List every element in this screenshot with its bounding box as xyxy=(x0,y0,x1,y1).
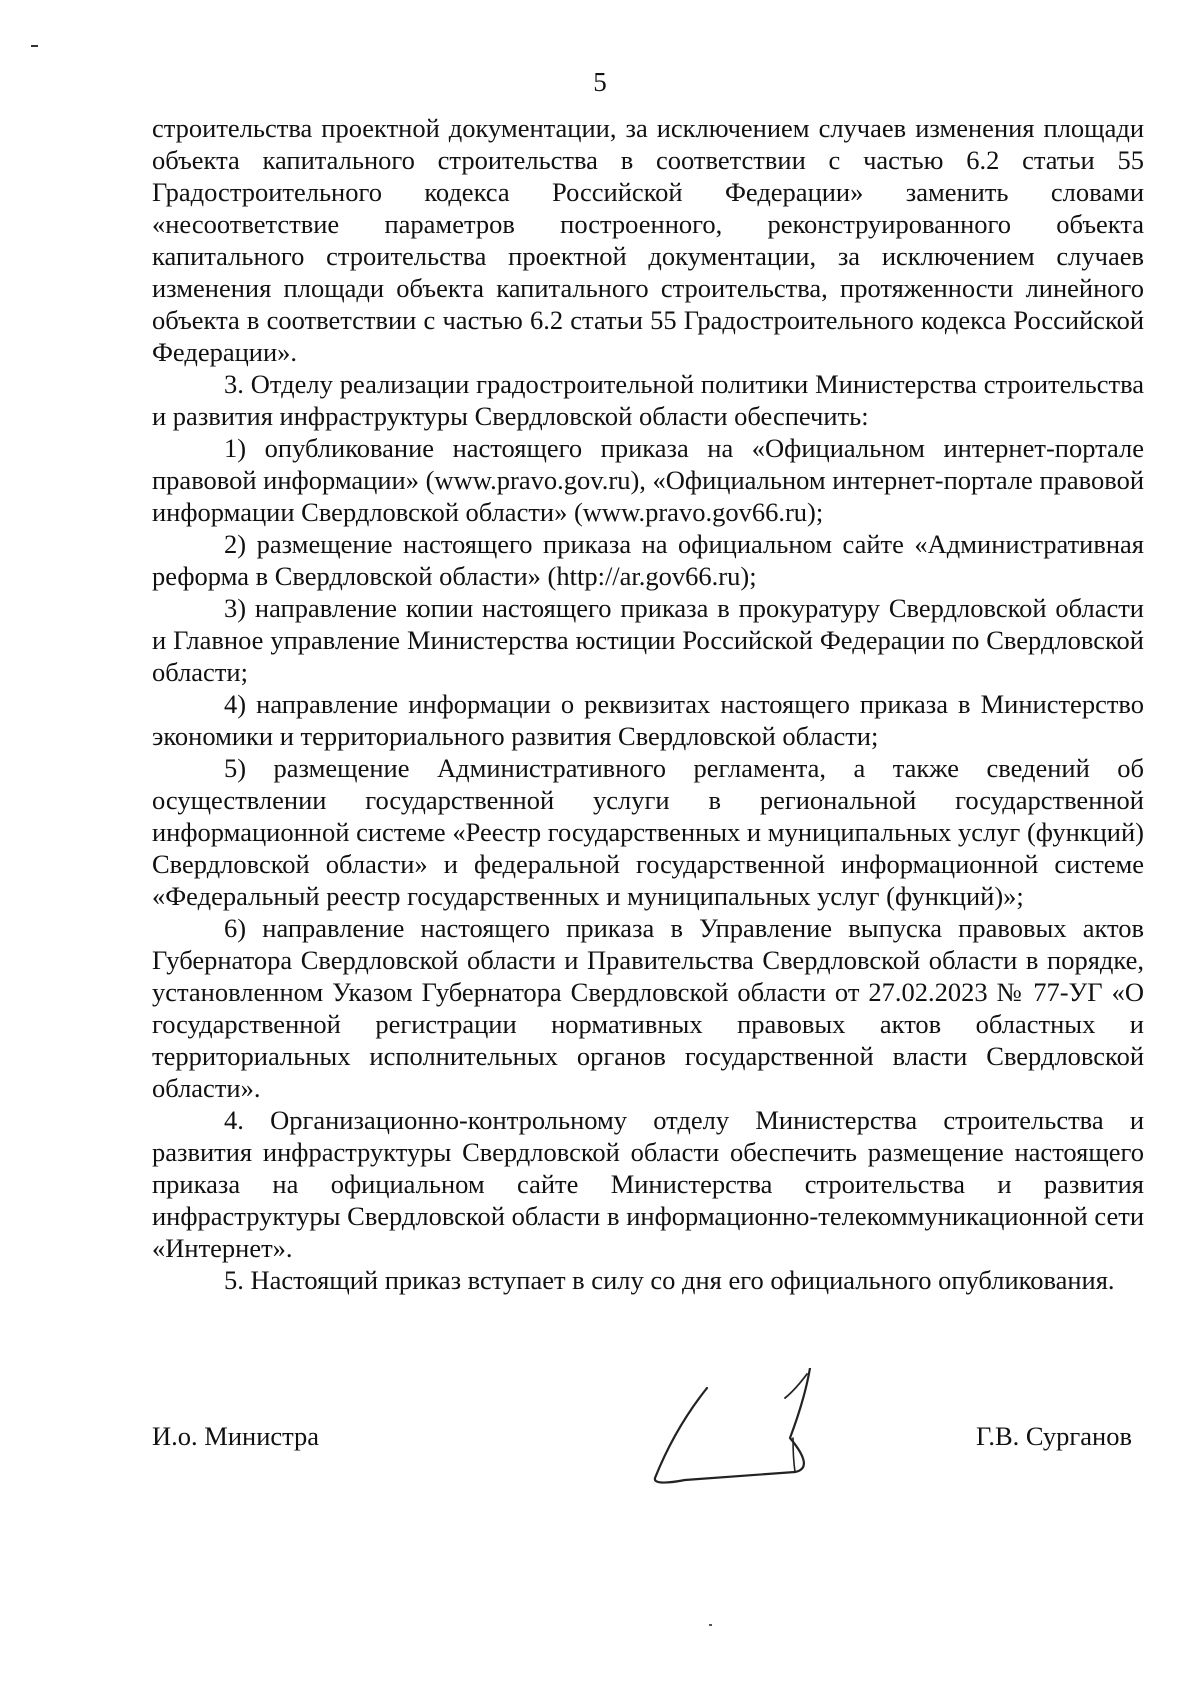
document-body xyxy=(152,112,1144,1296)
paragraph-subitem-1: 1) опубликование настоящего приказа на «Официальном интернет-портале правовой информации» (www.pravo.gov.ru), «Официальном интернет-портале правовой информации Свердловской области» (www.pravo.gov66.ru); xyxy=(152,433,1144,527)
scan-dot xyxy=(709,1624,712,1626)
page-number: 5 xyxy=(593,67,607,97)
scan-mark xyxy=(31,45,38,47)
signatory-name: Г.В. Сурганов xyxy=(976,1421,1132,1451)
paragraph-item-4: 4. Организационно-контрольному отделу Министерства строительства и развития инфраструктуры Свердловской области обеспечить размещение настоящего приказа на официальном сайте Министерства строительства и развития инфраструктуры Свердловской области в информационно-телекоммуникационной сети «Интернет». xyxy=(152,1105,1144,1263)
paragraph-item-5: 5. Настоящий приказ вступает в силу со дня его официального опубликования. xyxy=(224,1265,1115,1295)
paragraph-subitem-6: 6) направление настоящего приказа в Управление выпуска правовых актов Губернатора Свердловской области и Правительства Свердловской области в порядке, установленном Указом Губернатора Свердловской области от 27.02.2023 № 77-УГ «О государственной регистрации нормативных правовых актов областных и территориальных исполнительных органов государственной власти Свердловской области». xyxy=(152,913,1144,1103)
signatory-title: И.о. Министра xyxy=(152,1421,320,1451)
paragraph-subitem-4: 4) направление информации о реквизитах настоящего приказа в Министерство экономики и территориального развития Свердловской области; xyxy=(152,689,1144,751)
handwritten-signature xyxy=(645,1368,885,1498)
paragraph-subitem-3: 3) направление копии настоящего приказа в прокуратуру Свердловской области и Главное управление Министерства юстиции Российской Федерации по Свердловской области; xyxy=(152,593,1144,687)
paragraph-subitem-5: 5) размещение Административного регламента, а также сведений об осуществлении государственной услуги в региональной государственной информационной системе «Реестр государственных и муниципальных услуг (функций) Свердловской области» и федеральной государственной информационной системе «Федеральный реестр государственных и муниципальных услуг (функций)»; xyxy=(152,753,1144,911)
paragraph-item-3: 3. Отделу реализации градостроительной политики Министерства строительства и развития инфраструктуры Свердловской области обеспечить: xyxy=(152,369,1144,431)
paragraph-continuation: строительства проектной документации, за исключением случаев изменения площади объекта капитального строительства в соответствии с частью 6.2 статьи 55 Градостроительного кодекса Российской Федерации» заменить словами «несоответствие параметров построенного, реконструированного объекта капитального строительства проектной документации, за исключением случаев изменения площади объекта капитального строительства, протяженности линейного объекта в соответствии с частью 6.2 статьи 55 Градостроительного кодекса Российской Федерации». xyxy=(152,113,1144,367)
paragraph-subitem-2: 2) размещение настоящего приказа на официальном сайте «Административная реформа в Свердловской области» (http://ar.gov66.ru); xyxy=(152,529,1144,591)
